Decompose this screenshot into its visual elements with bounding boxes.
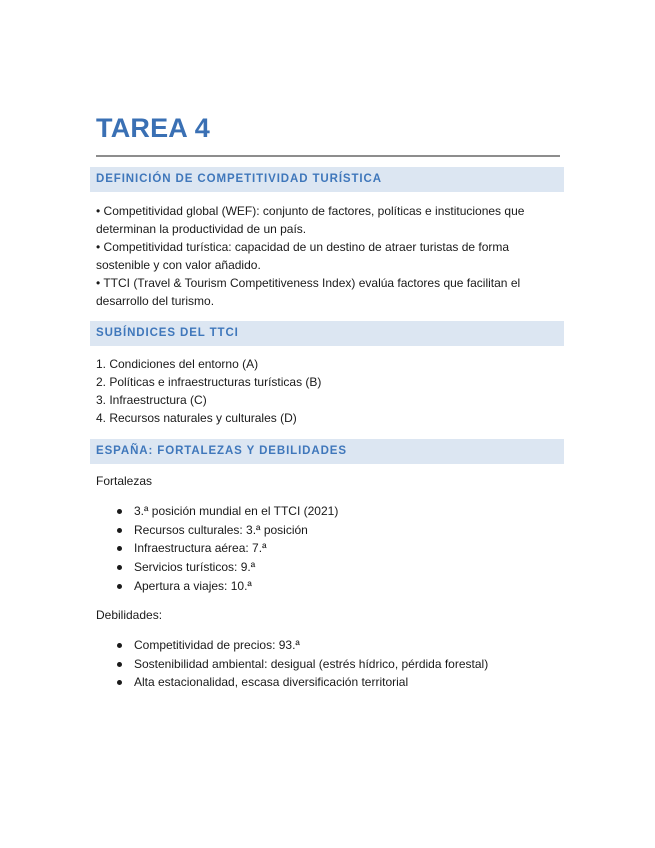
- section-heading-subindices: SUBÍNDICES DEL TTCI: [96, 327, 239, 339]
- list-item: [96, 521, 338, 540]
- bullet-icon: [117, 528, 122, 533]
- definicion-paragraph: • TTCI (Travel & Tourism Competitiveness Index) evalúa factores que facilitan el desarrollo del turismo.: [96, 276, 521, 308]
- list-item-text: Apertura a viajes: 10.ª: [134, 578, 252, 593]
- debilidades-label: Debilidades:: [96, 608, 163, 622]
- section-header-definicion: [90, 167, 564, 192]
- list-item: [96, 502, 338, 521]
- definicion-text: [96, 202, 561, 310]
- debilidades-list: [96, 636, 488, 692]
- section-header-espana: [90, 439, 564, 464]
- list-item: [96, 655, 488, 674]
- list-item-text: Competitividad de precios: 93.ª: [134, 638, 300, 652]
- bullet-icon: [117, 509, 122, 514]
- definicion-paragraph: • Competitividad turística: capacidad de un destino de atraer turistas de forma sostenible y con valor añadido.: [96, 240, 510, 272]
- list-item: 3. Infraestructura (C): [96, 393, 207, 407]
- bullet-icon: [117, 546, 122, 551]
- list-item: [96, 577, 338, 596]
- list-item: [96, 558, 338, 577]
- definicion-paragraph: • Competitividad global (WEF): conjunto de factores, políticas e instituciones que determinan la productividad de un país.: [96, 204, 525, 236]
- list-item: [96, 673, 488, 692]
- page-title: TAREA 4: [96, 113, 210, 143]
- list-item: 1. Condiciones del entorno (A): [96, 357, 259, 371]
- list-item: 2. Políticas e infraestructuras turísticas (B): [96, 375, 322, 389]
- bullet-icon: [117, 662, 122, 667]
- bullet-icon: [117, 584, 122, 589]
- bullet-icon: [117, 565, 122, 570]
- list-item-text: Infraestructura aérea: 7.ª: [134, 541, 267, 556]
- bullet-icon: [117, 680, 122, 685]
- section-header-subindices: [90, 321, 564, 346]
- list-item: [96, 636, 488, 655]
- section-heading-espana: ESPAÑA: FORTALEZAS Y DEBILIDADES: [96, 445, 347, 457]
- title-divider: [96, 155, 560, 157]
- list-item-text: Recursos culturales: 3.ª posición: [134, 522, 308, 537]
- bullet-icon: [117, 643, 122, 648]
- list-item-text: Sostenibilidad ambiental: desigual (estrés hídrico, pérdida forestal): [134, 656, 489, 671]
- list-item-text: 3.ª posición mundial en el TTCI (2021): [134, 504, 339, 518]
- fortalezas-label: Fortalezas: [96, 474, 153, 488]
- list-item: [96, 539, 338, 558]
- list-item-text: Alta estacionalidad, escasa diversificación territorial: [134, 675, 409, 690]
- list-item-text: Servicios turísticos: 9.ª: [134, 560, 256, 575]
- list-item: 4. Recursos naturales y culturales (D): [96, 411, 297, 425]
- fortalezas-list: [96, 502, 338, 595]
- section-heading-definicion: DEFINICIÓN DE COMPETITIVIDAD TURÍSTICA: [96, 173, 382, 185]
- subindices-list: [96, 355, 561, 427]
